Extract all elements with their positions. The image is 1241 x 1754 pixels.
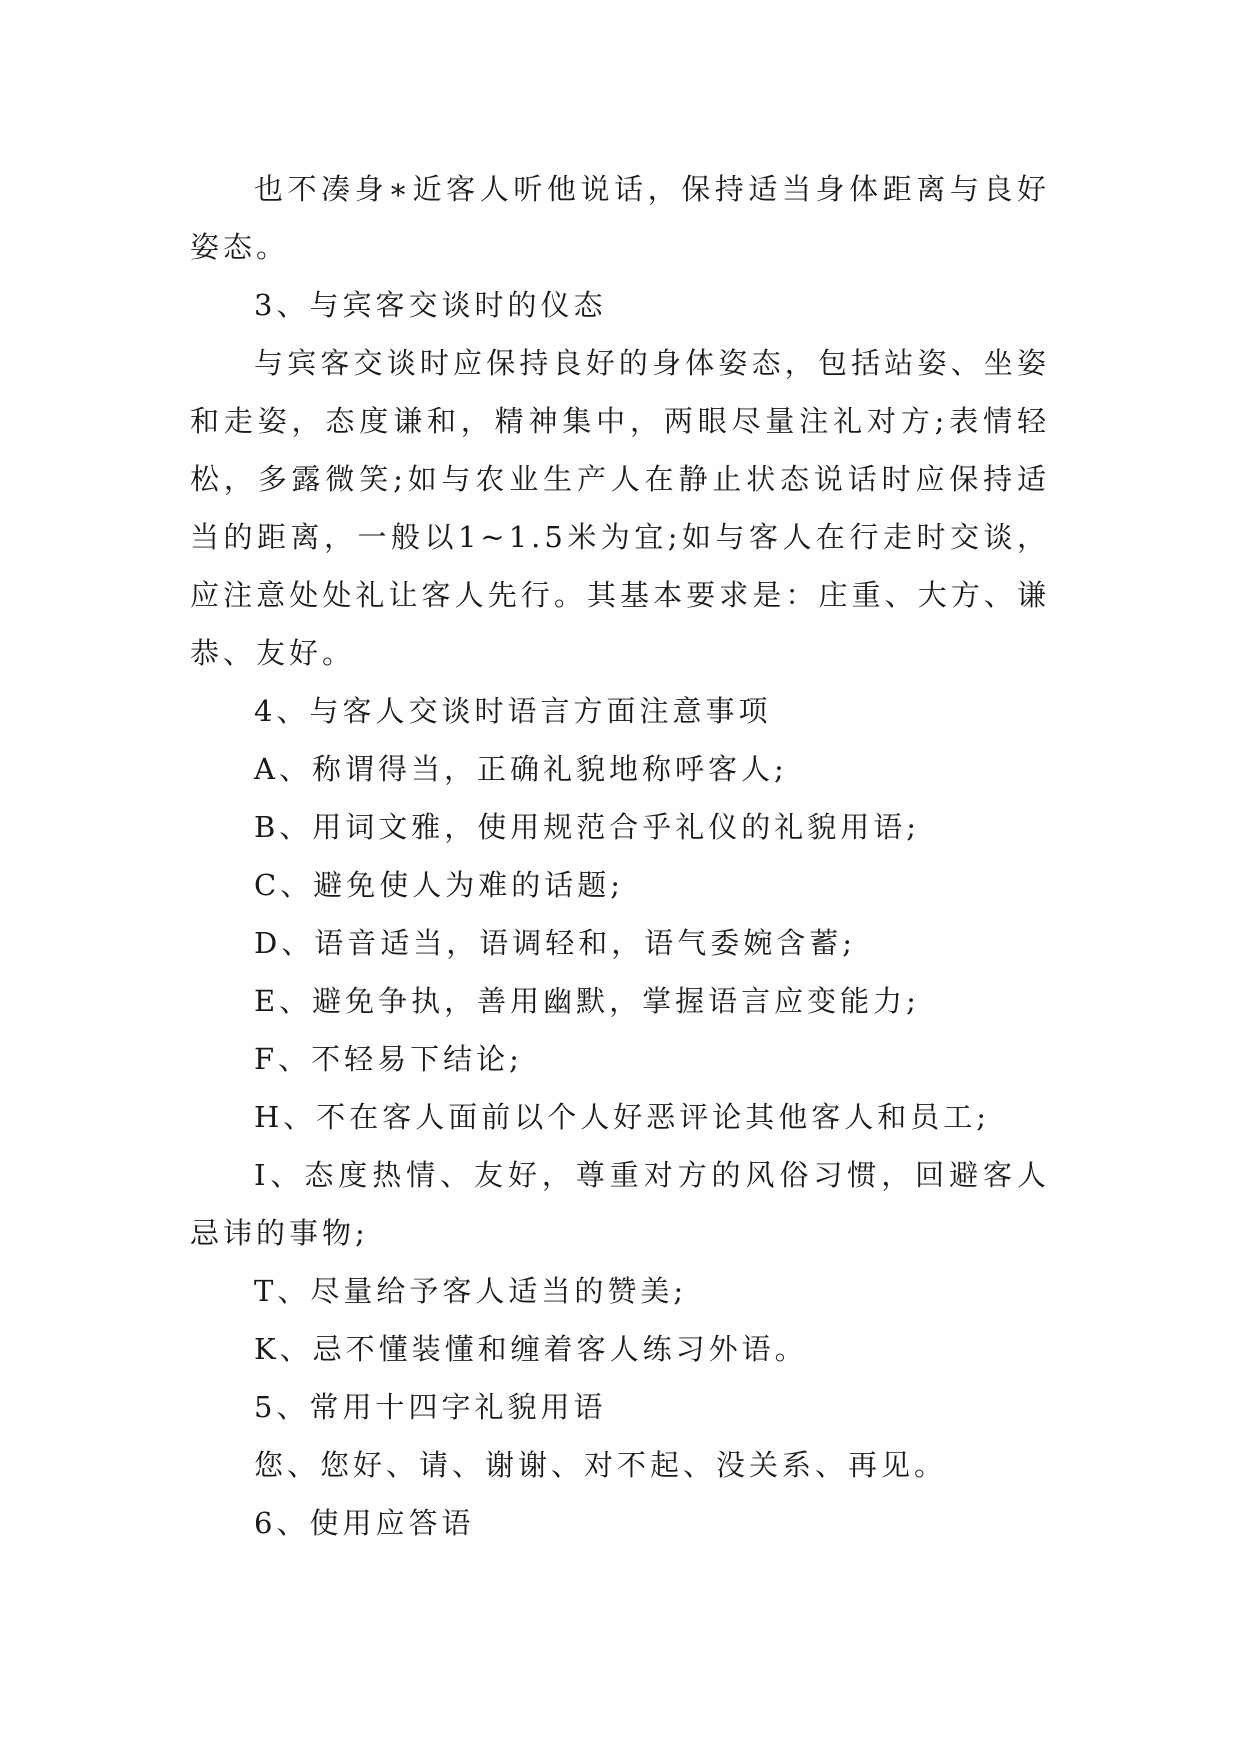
list-item-t: T、尽量给予客人适当的赞美; (254, 1274, 688, 1308)
section-heading-6: 6、使用应答语 (254, 1506, 475, 1540)
list-item-k: K、忌不懂装懂和缠着客人练习外语。 (254, 1332, 808, 1366)
list-item-i: I、态度热情、友好，尊重对方的风俗习惯，回避客人忌讳的事物; (190, 1158, 1050, 1250)
paragraph-conversation-posture: 与宾客交谈时应保持良好的身体姿态，包括站姿、坐姿和走姿，态度谦和，精神集中，两眼尽量注礼对方;表情轻松，多露微笑;如与农业生产人在静止状态说话时应保持适当的距离，一般以1~1.5米为宜;如与客人在行走时交谈，应注意处处礼让客人先行。其基本要求是：庄重、大方、谦恭、友好。 (190, 346, 1050, 670)
list-item-a: A、称谓得当，正确礼貌地称呼客人; (254, 752, 788, 786)
list-item-e: E、避免争执，善用幽默，掌握语言应变能力; (254, 984, 920, 1018)
document-body (190, 160, 1050, 1552)
section-heading-3: 3、与宾客交谈时的仪态 (254, 288, 607, 322)
list-item-b: B、用词文雅，使用规范合乎礼仪的礼貌用语; (254, 810, 921, 844)
section-heading-5: 5、常用十四字礼貌用语 (254, 1390, 607, 1424)
list-item-f: F、不轻易下结论; (254, 1042, 523, 1076)
list-item-c: C、避免使人为难的话题; (254, 868, 624, 902)
section-heading-4: 4、与客人交谈时语言方面注意事项 (254, 694, 772, 728)
paragraph-continuation: 也不凑身∗近客人听他说话，保持适当身体距离与良好姿态。 (190, 172, 1050, 264)
list-item-h: H、不在客人面前以个人好恶评论其他客人和员工; (254, 1100, 991, 1134)
list-item-d: D、语音适当，语调轻和，语气委婉含蓄; (254, 926, 857, 960)
polite-phrases: 您、您好、请、谢谢、对不起、没关系、再见。 (254, 1448, 948, 1482)
